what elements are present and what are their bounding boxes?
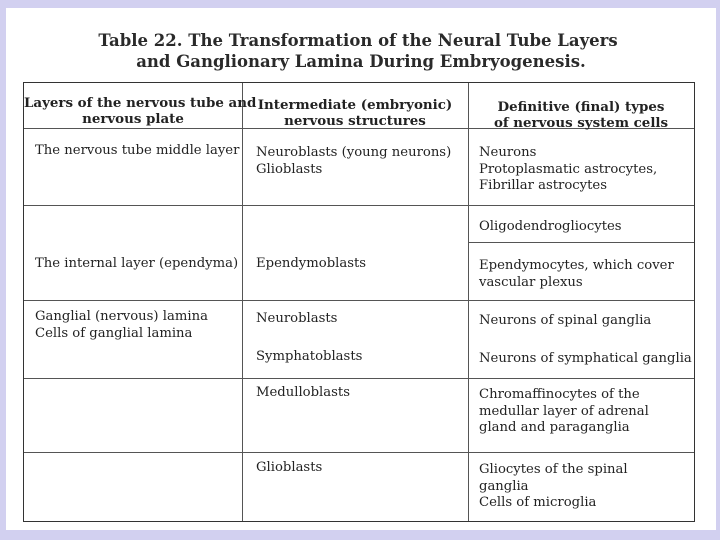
cell-line: Ependymocytes, which cover xyxy=(479,258,674,273)
header-text: nervous plate xyxy=(82,111,184,127)
table-cell: Neuroblasts xyxy=(256,311,338,326)
row-divider xyxy=(24,378,694,379)
cell-line: medullar layer of adrenal xyxy=(479,403,649,419)
cell-line: Cells of microglia xyxy=(479,495,597,510)
cell-line: Neuroblasts (young neurons) xyxy=(256,145,452,160)
column-divider xyxy=(468,83,469,521)
header-text: Definitive (final) types xyxy=(497,99,665,115)
cell-line: Protoplasmatic astrocytes, xyxy=(479,161,658,177)
cell-line: vascular plexus xyxy=(479,274,583,290)
table-cell: The nervous tube middle layer xyxy=(35,143,240,158)
table-title xyxy=(6,30,716,72)
table-cell: Symphatoblasts xyxy=(256,349,363,364)
cell-line: Fibrillar astrocytes xyxy=(479,178,608,193)
header-text: of nervous system cells xyxy=(493,115,669,131)
table-cell: Medulloblasts xyxy=(256,385,350,400)
header-cell-layers xyxy=(24,95,257,127)
table-cell: The internal layer (ependyma) xyxy=(35,256,239,271)
cell-line: Chromaffinocytes of the xyxy=(479,387,640,402)
cell-line: Cells of ganglial lamina xyxy=(35,325,193,341)
cell-line: Glioblasts xyxy=(256,161,323,177)
table-cell: Neurons of spinal ganglia xyxy=(479,313,652,328)
table-cell xyxy=(479,387,649,437)
table-cell xyxy=(479,462,628,512)
table-cell: Neurons of symphatical ganglia xyxy=(479,351,692,366)
row-divider xyxy=(24,452,694,453)
row-divider xyxy=(24,300,694,301)
table-cell: Oligodendrogliocytes xyxy=(479,219,622,234)
header-cell-definitive xyxy=(468,99,694,131)
table-cell: Glioblasts xyxy=(256,460,323,475)
title-line-1: Table 22. The Transformation of the Neural Tube Layers xyxy=(98,31,618,50)
row-divider xyxy=(24,205,694,206)
table-cell xyxy=(256,145,451,178)
header-cell-intermediate xyxy=(242,97,468,129)
embryogenesis-table xyxy=(23,82,695,522)
table-cell xyxy=(479,145,657,195)
table-cell xyxy=(479,258,674,291)
row-divider xyxy=(468,242,694,243)
cell-line: Ganglial (nervous) lamina xyxy=(35,309,208,324)
slide-page xyxy=(6,8,716,530)
header-text: nervous structures xyxy=(284,113,426,129)
table-cell xyxy=(35,309,208,342)
table-cell: Ependymoblasts xyxy=(256,256,367,271)
cell-line: gland and paraganglia xyxy=(479,420,630,435)
cell-line: ganglia xyxy=(479,478,529,494)
cell-line: Neurons xyxy=(479,145,537,160)
column-divider xyxy=(242,83,243,521)
title-line-2: and Ganglionary Lamina During Embryogenesis. xyxy=(136,52,586,71)
header-text: Layers of the nervous tube and xyxy=(24,95,257,111)
header-text: Intermediate (embryonic) xyxy=(257,97,453,113)
cell-line: Gliocytes of the spinal xyxy=(479,462,628,477)
